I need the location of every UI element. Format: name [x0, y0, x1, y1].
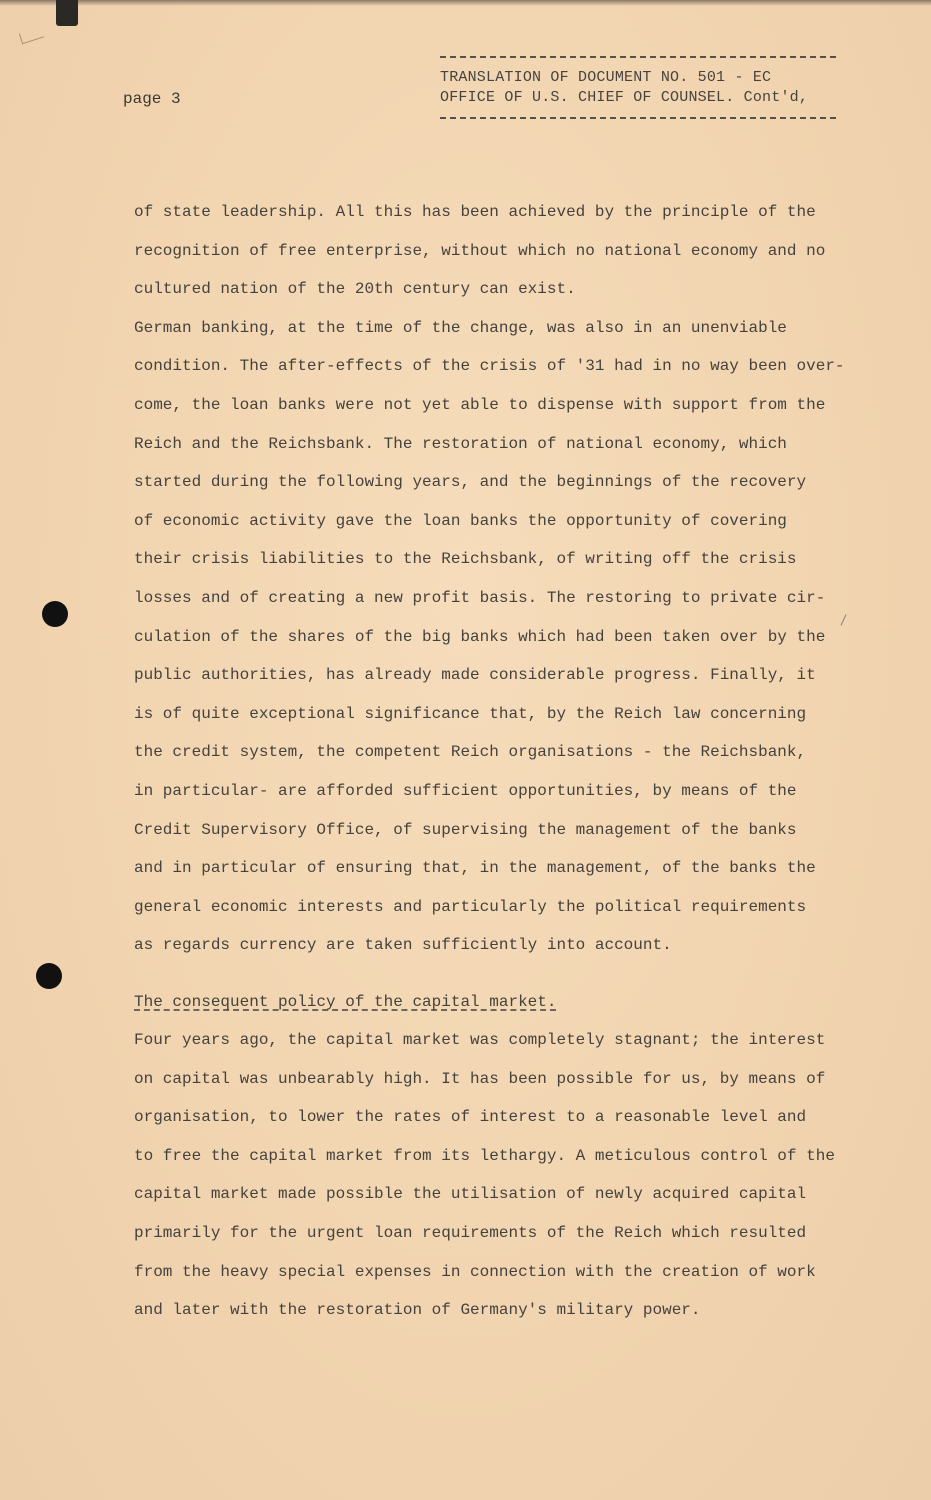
text-line: in particular- are afforded sufficient opportunities, by means of the	[134, 781, 797, 800]
binder-clip-mark	[56, 0, 78, 26]
text-line: of state leadership. All this has been achieved by the principle of the	[134, 203, 816, 221]
text-line: of economic activity gave the loan banks the opportunity of covering	[134, 511, 787, 530]
text-line: public authorities, has already made considerable progress. Finally, it	[134, 666, 816, 685]
text-line: organisation, to lower the rates of interest to a reasonable level and	[134, 1108, 807, 1127]
corner-scratch-mark	[19, 27, 44, 45]
text-line: culation of the shares of the big banks which had been taken over by the	[134, 627, 826, 646]
text-line: losses and of creating a new profit basis. The restoring to private cir-	[134, 588, 826, 607]
punch-hole	[42, 601, 68, 627]
text-line: the credit system, the competent Reich organisations - the Reichsbank,	[134, 743, 807, 762]
punch-hole	[36, 963, 62, 989]
text-line: cultured nation of the 20th century can exist.	[134, 280, 576, 299]
text-line: capital market made possible the utilisation of newly acquired capital	[134, 1185, 807, 1204]
text-line: is of quite exceptional significance that, by the Reich law concerning	[134, 704, 807, 723]
text-line: and later with the restoration of Germany's military power.	[134, 1301, 701, 1320]
page-top-edge	[0, 0, 931, 6]
text-line: Reich and the Reichsbank. The restoration of national economy, which	[134, 434, 787, 453]
page-number: page 3	[123, 90, 181, 108]
text-line: recognition of free enterprise, without which no national economy and no	[134, 241, 826, 260]
text-line: come, the loan banks were not yet able to dispense with support from the	[134, 395, 826, 414]
text-line: from the heavy special expenses in connection with the creation of work	[134, 1262, 816, 1281]
text-line: condition. The after-effects of the crisis of '31 had in no way been over-	[134, 357, 845, 376]
translation-line: TRANSLATION OF DOCUMENT NO. 501 - EC	[440, 69, 772, 86]
text-line: to free the capital market from its lethargy. A meticulous control of the	[134, 1146, 835, 1165]
text-line: German banking, at the time of the change, was also in an unenviable	[134, 318, 787, 337]
text-line: general economic interests and particularly the political requirements	[134, 897, 807, 916]
text-line: Four years ago, the capital market was completely stagnant; the interest	[134, 1031, 826, 1049]
office-line: OFFICE OF U.S. CHIEF OF COUNSEL. Cont'd,	[440, 89, 809, 106]
document-header	[440, 56, 840, 119]
section-heading: The consequent policy of the capital market.	[134, 993, 557, 1011]
text-line: on capital was unbearably high. It has been possible for us, by means of	[134, 1069, 826, 1088]
text-line: Credit Supervisory Office, of supervising the management of the banks	[134, 820, 797, 839]
text-line: primarily for the urgent loan requirements of the Reich which resulted	[134, 1223, 807, 1242]
main-text-block	[134, 198, 854, 970]
text-line: their crisis liabilities to the Reichsbank, of writing off the crisis	[134, 550, 797, 569]
text-line: started during the following years, and the beginnings of the recovery	[134, 473, 807, 492]
capital-market-text-block	[134, 1026, 854, 1335]
text-line: and in particular of ensuring that, in the management, of the banks the	[134, 859, 816, 878]
header-bottom-rule	[440, 117, 836, 119]
header-top-rule	[440, 56, 836, 58]
text-line: as regards currency are taken sufficiently into account.	[134, 936, 672, 955]
